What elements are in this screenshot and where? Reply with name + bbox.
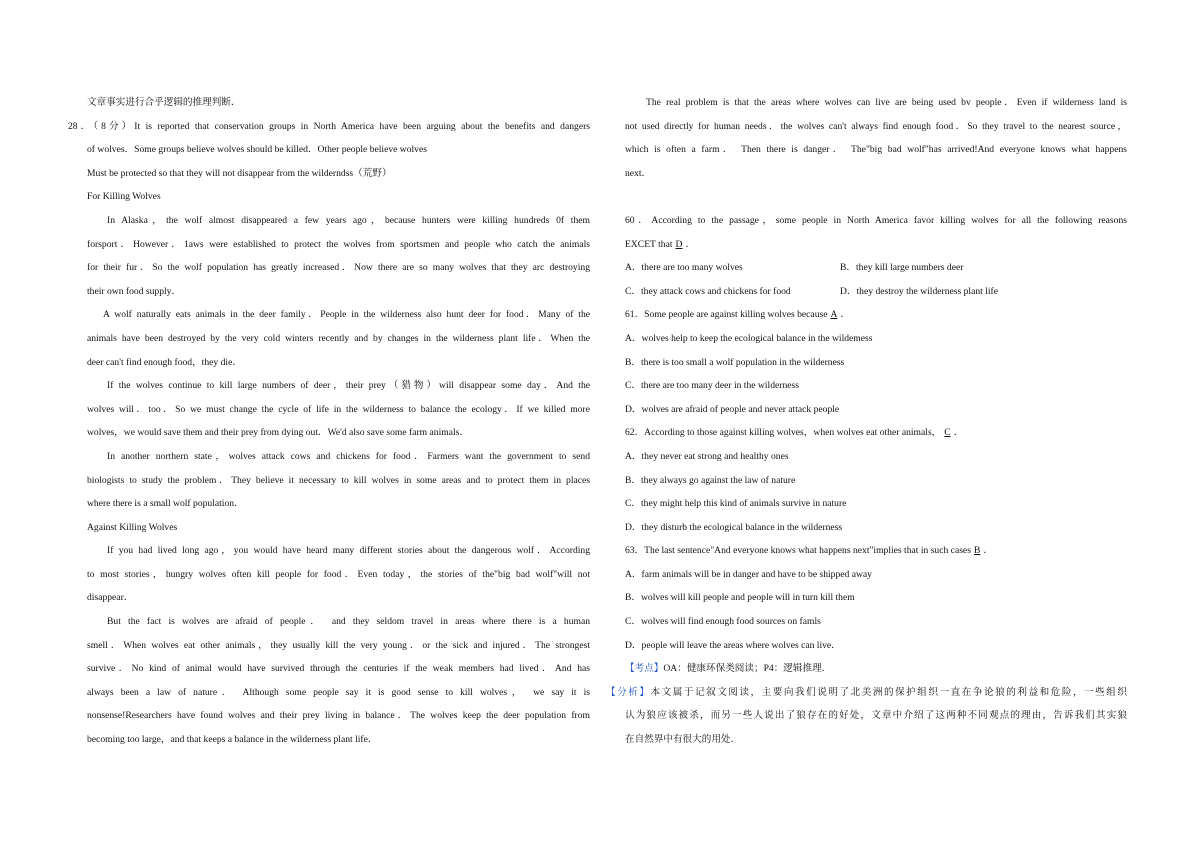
q60-stem-1: 60．According to the passage，some people in North America favor killing wolves for all the following reasons [625,214,1127,226]
para-line: smell．When wolves eat other animals，they usually kill the very young．or the sick and injured．The strongest [87,639,590,651]
para-line: nonsense!Researchers have found wolves and their prey living in balance．The wolves keep the deer population from [87,710,590,722]
kaodian-line [625,657,1127,681]
para-line: survive．No kind of animal would have survived through the centuries if the weak members had lived．And has [87,663,590,675]
q63-stem-text: 63．The last sentence"And everyone knows what happens next"implies that in such cases [625,545,971,557]
para-line: In another northern state，wolves attack cows and chickens for food．Farmers want the government to send [107,450,590,462]
paragraph-fact [87,610,590,752]
for-killing-heading: For Killing Wolves [87,191,161,203]
para-line: In Alaska，the wolf almost disappeared a few years ago，because hunters were killing hundreds 0f them [107,214,590,226]
question-60 [625,209,1127,303]
q62-stem-end: ． [953,427,964,439]
q28-line-3: Must be protected so that they will not disappear from the wilderndss（荒野） [87,167,392,179]
q60-stem-2 [625,233,1127,257]
paragraph-prey [87,374,590,445]
q62-stem [625,421,1127,445]
q60-stem-text: EXCET that [625,238,673,250]
para-line: wolves，we would save them and their prey from dying out．We'd also save some farm animals． [87,427,469,439]
para-line: becoming too large，and that keeps a balance in the wilderness plant life． [87,734,378,746]
q62-answer: C [944,427,951,439]
para-line: If the wolves continue to kill large numbers of deer，their prey（猎物）will disappear some day．And the [107,380,590,392]
para-line: A wolf naturally eats animals in the deer family．People in the wilderness also hunt deer for food．Many of the [103,309,590,321]
q61-option-c: C．there are too many deer in the wilderness [625,380,799,392]
q28-text-1: It is reported that conservation groups in North America have been arguing about the benefits and dangers [134,120,590,132]
fenxi-line-1 [606,681,1127,705]
q28-number: 28．（8分） [68,120,135,132]
q63-stem-end: ． [983,545,993,557]
q60-option-a: A．there are too many wolves [625,262,743,274]
q62-option-c: C．they might help this kind of animals survive in nature [625,498,847,510]
para-line: always been a law of nature． Although some people say it is good sense to kill wolves， we say it is [87,686,590,698]
para-line: next． [625,167,652,179]
fenxi-tag: 【分析】 [606,686,651,698]
q61-answer: A [830,309,838,321]
para-line: disappear． [87,592,134,604]
fenxi-line-3: 在自然界中有很大的用处． [625,734,741,746]
q62-option-d: D．they disturb the ecological balance in the wilderness [625,521,843,533]
paragraph-real-problem [625,91,1127,185]
q63-stem [625,539,1127,563]
para-line: where there is a small wolf population． [87,498,244,510]
question-63 [625,539,1127,657]
q61-stem [625,303,1127,327]
q60-option-d: D．they destroy the wilderness plant life [840,285,998,297]
against-killing-heading: Against Killing Wolves [87,521,178,533]
para-line: for their fur．So the wolf population has greatly increased．Now there are so many wolves that they arc destroying [87,262,590,274]
para-line: their own food supply． [87,285,182,297]
right-column [606,91,1127,752]
q61-stem-end: ． [840,309,851,321]
q61-option-b: B．there is too small a wolf population in the wilderness [625,356,845,368]
q61-stem-text: 61．Some people are against killing wolves because [625,309,828,321]
q63-option-c: C．wolves will find enough food sources on famls [625,616,821,628]
para-line: But the fact is wolves are afraid of people． and they seldom travel in areas where there is a human [107,616,590,628]
q62-option-b: B．they always go against the law of nature [625,474,796,486]
para-line: The real problem is that the areas where wolves can live are being used bv people．Even if wilderness land is [646,97,1127,108]
para-line: If you had lived long ago，you would have heard many different stories about the dangerous wolf．According [107,545,590,557]
para-line: which is often a farm． Then there is danger． The"big bad wolf"has arrived!And everyone knows what happens [625,144,1127,156]
fenxi-text-1: 本文属于记叙文阅读，主要向我们说明了北美洲的保护组织一直在争论狼的利益和危险，一些组织 [650,686,1127,698]
q28-line-1 [68,115,590,139]
q62-stem-text: 62．According to those against killing wolves，when wolves eat other animals， [625,427,942,439]
para-line: deer can't find enough food，they die． [87,356,242,368]
paragraph-alaska [87,209,590,303]
para-line: forsport．However．1aws were established to protect the wolves from sportsmen and people who catch the animals [87,238,590,250]
question-61 [625,303,1127,421]
intro-line: 文章事实进行合乎逻辑的推理判断． [87,97,241,108]
q62-option-a: A．they never eat strong and healthy ones [625,450,789,462]
q60-option-c: C．they attack cows and chickens for food [625,285,791,297]
q63-option-a: A．farm animals will be in danger and have to be shipped away [625,568,872,580]
q61-option-d: D．wolves are afraid of people and never attack people [625,403,840,415]
kaodian-tag: 【考点】 [625,663,664,675]
spacer [625,185,1127,209]
left-column [68,91,590,752]
q60-options-row-2 [625,280,1127,304]
para-line: animals have been destroyed by the very cold winters recently and by changes in the wilderness plant life．When the [87,332,590,344]
q63-option-b: B．wolves will kill people and people will in turn kill them [625,592,855,604]
paragraph-northern-state [87,445,590,516]
q60-option-b: B．they kill large numbers deer [840,262,964,274]
para-line: wolves will．too．So we must change the cycle of life in the wilderness to balance the ecology．If we killed more [87,403,590,415]
q60-stem-end: ． [685,238,696,250]
q63-answer: B [973,545,981,557]
q60-options-row-1 [625,256,1127,280]
q60-answer: D [675,238,683,250]
q63-option-d: D．people will leave the areas where wolves can live． [625,639,841,651]
paragraph-stories [87,539,590,610]
para-line: not used directly for human needs．the wolves can't always find enough food．So they travel to the nearest source， [625,120,1127,132]
q61-option-a: A．wolves help to keep the ecological balance in the wildemess [625,332,873,344]
kaodian-text: OA：健康环保类阅读；P4：逻辑推理． [663,663,832,675]
fenxi-line-2: 认为狼应该被杀，而另一些人说出了狼存在的好处，文章中介绍了这两种不同观点的理由，告诉我们其实狼 [625,710,1127,722]
para-line: to most stories，hungry wolves often kill people for food．Even today，the stories of the"big bad wolf"will not [87,568,590,580]
paragraph-deer [87,303,590,374]
question-62 [625,421,1127,539]
q28-line-2: of wolves．Some groups believe wolves should be killed．Other people believe wolves [87,144,427,156]
para-line: biologists to study the problem．They believe it necessary to kill wolves in some areas and to protect them in places [87,474,590,486]
